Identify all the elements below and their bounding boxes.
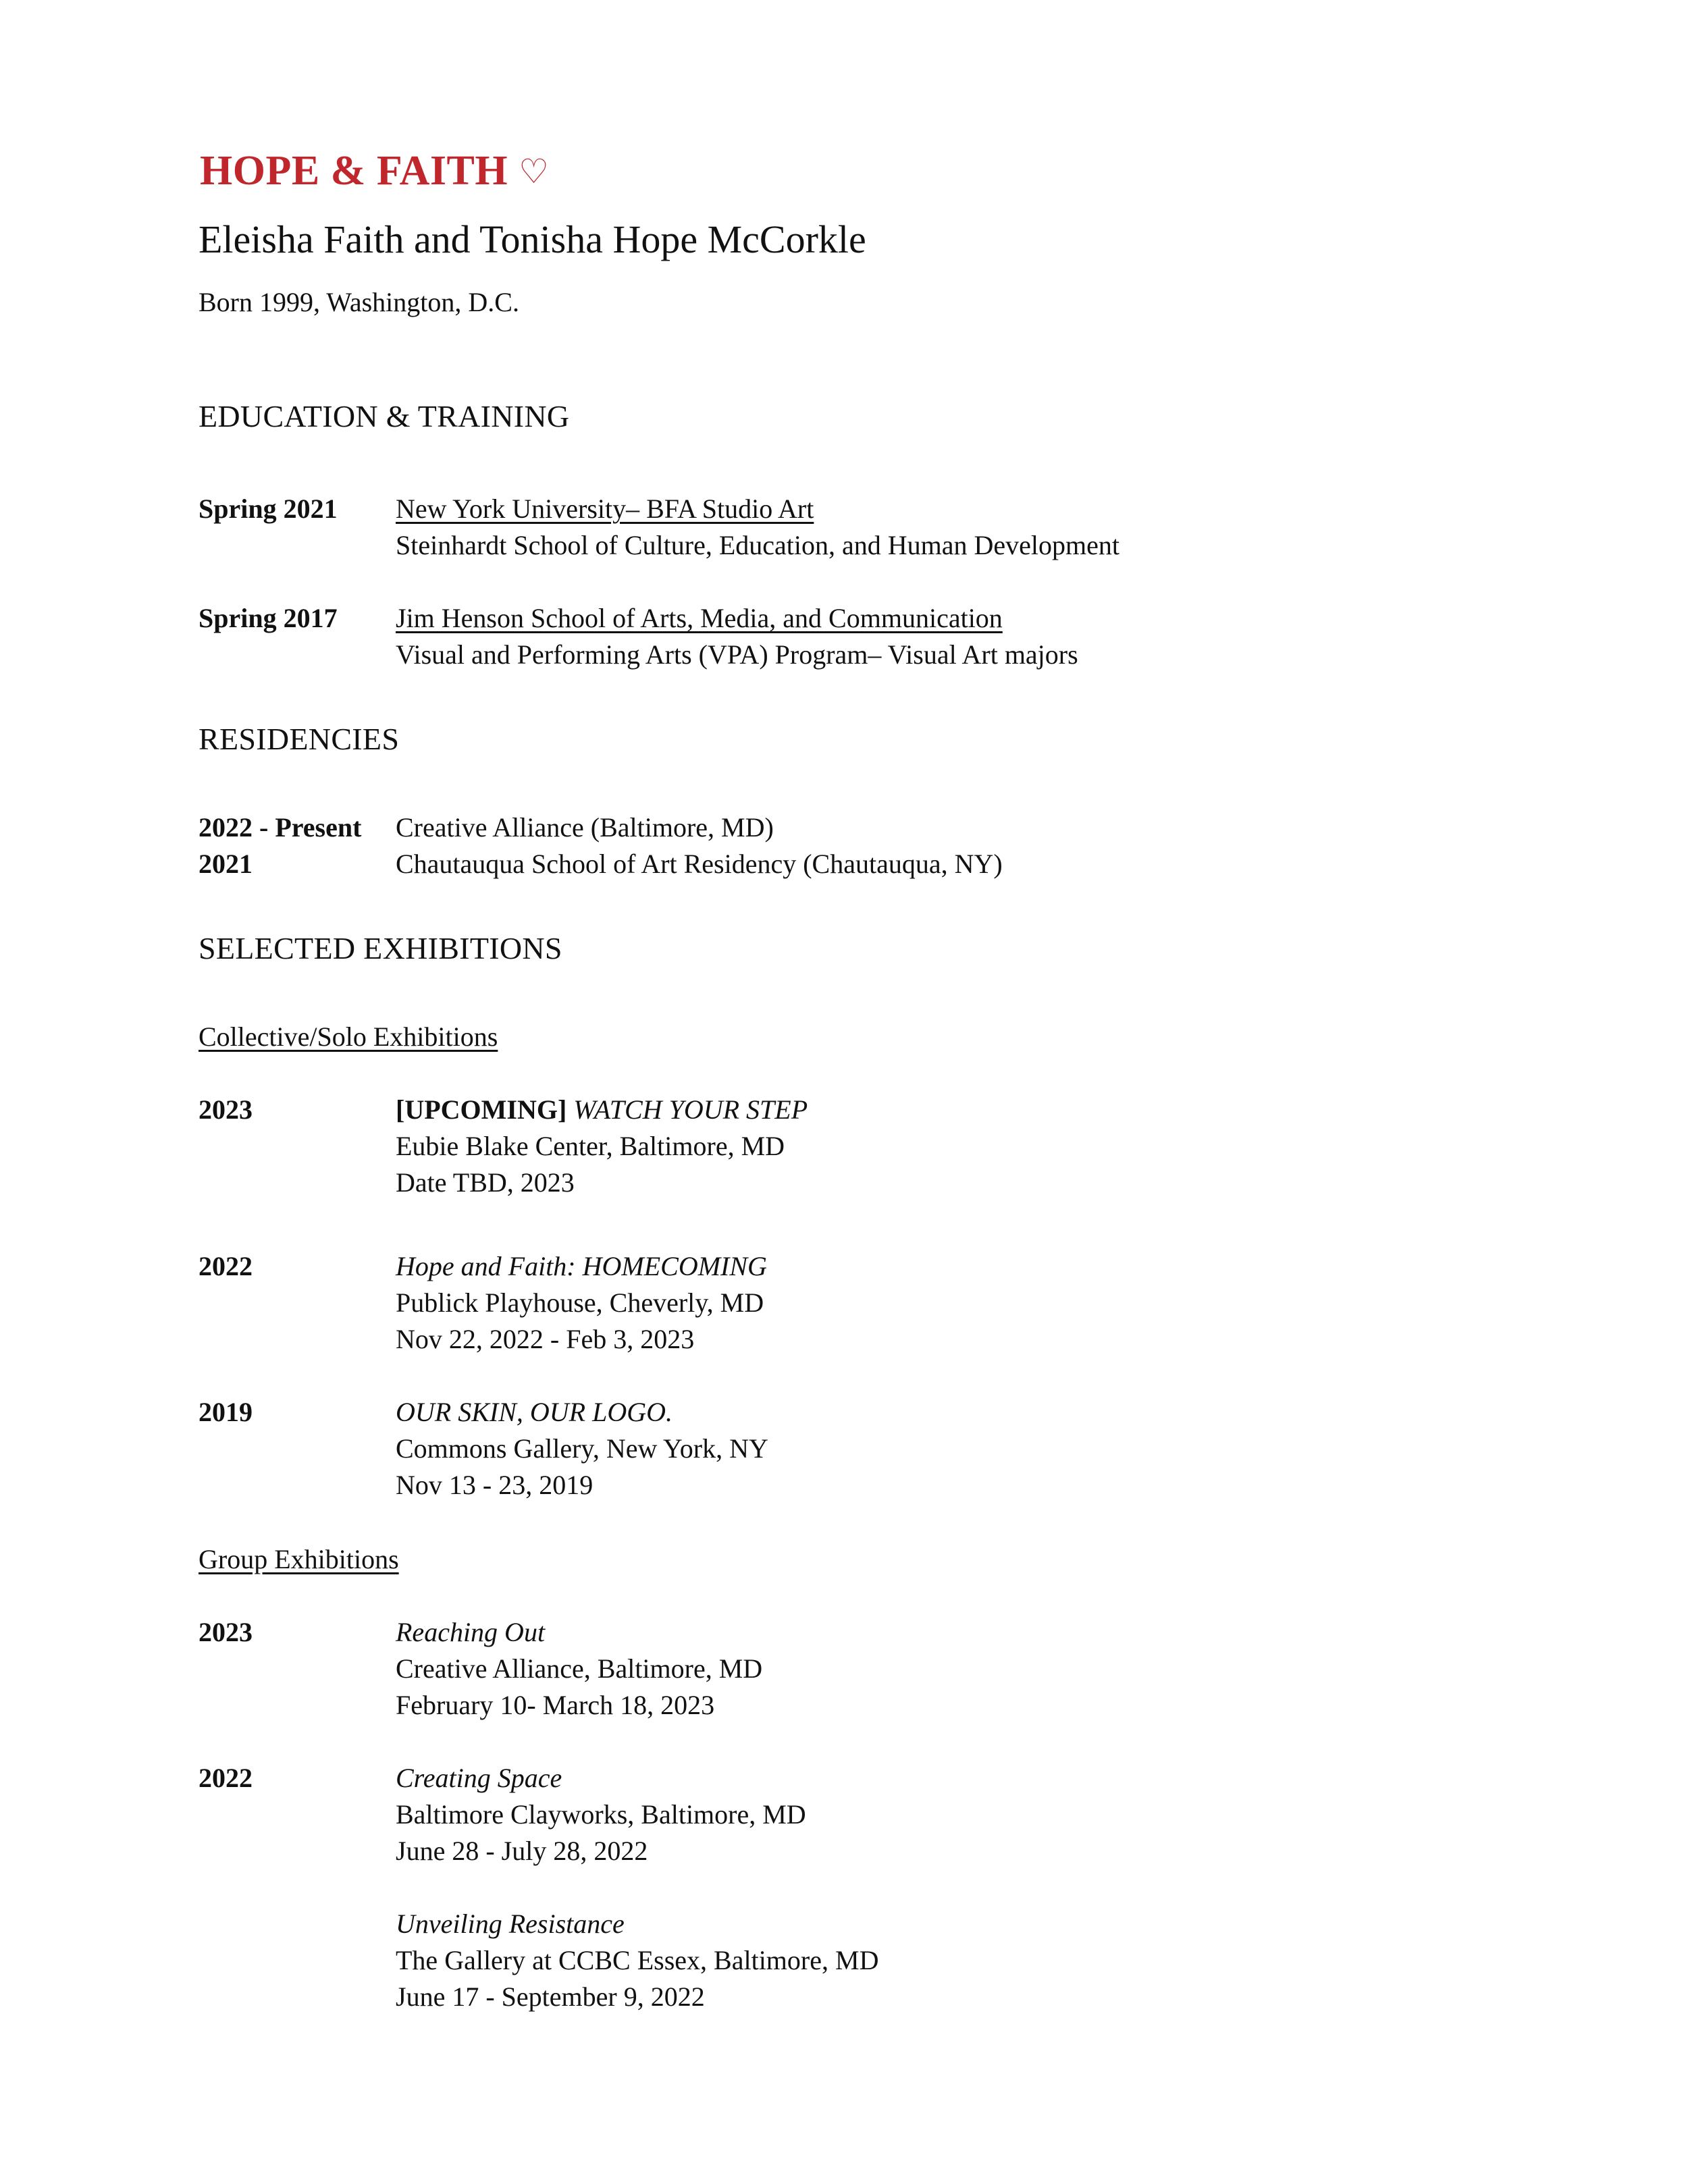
exhibition-dates: Nov 22, 2022 - Feb 3, 2023 <box>396 1324 695 1354</box>
exhibition-title-line <box>396 1096 808 1123</box>
subheading-solo-exhibitions: Collective/Solo Exhibitions <box>199 1021 498 1052</box>
exhibition-year: 2022 <box>199 1251 253 1281</box>
exhibition-dates: Date TBD, 2023 <box>396 1167 575 1198</box>
page-title <box>200 150 549 192</box>
subheading-group-exhibitions: Group Exhibitions <box>199 1544 399 1574</box>
residency-date: 2021 <box>199 849 253 879</box>
education-date: Spring 2021 <box>199 494 338 524</box>
exhibition-venue: Creative Alliance, Baltimore, MD <box>396 1653 763 1684</box>
residency-name: Chautauqua School of Art Residency (Chautauqua, NY) <box>396 849 1003 879</box>
exhibition-venue: Baltimore Clayworks, Baltimore, MD <box>396 1799 806 1830</box>
exhibition-venue: Eubie Blake Center, Baltimore, MD <box>396 1131 785 1161</box>
exhibition-year: 2019 <box>199 1397 253 1427</box>
exhibition-venue: Commons Gallery, New York, NY <box>396 1433 768 1464</box>
exhibition-title: OUR SKIN, OUR LOGO. <box>396 1397 672 1427</box>
heart-icon: ♡ <box>519 152 550 191</box>
exhibition-dates: Nov 13 - 23, 2019 <box>396 1470 594 1500</box>
exhibition-title: WATCH YOUR STEP <box>573 1094 808 1125</box>
exhibition-dates: June 17 - September 9, 2022 <box>396 1981 705 2012</box>
artist-names: Eleisha Faith and Tonisha Hope McCorkle <box>199 217 866 261</box>
education-date: Spring 2017 <box>199 603 338 633</box>
exhibition-title: Unveiling Resistance <box>396 1909 625 1939</box>
exhibition-title: Hope and Faith: HOMECOMING <box>396 1251 767 1281</box>
exhibition-tag: [UPCOMING] <box>396 1094 567 1125</box>
exhibition-year: 2023 <box>199 1094 253 1125</box>
section-heading-education: EDUCATION & TRAINING <box>199 399 570 433</box>
exhibition-dates: February 10- March 18, 2023 <box>396 1690 715 1720</box>
exhibition-venue: The Gallery at CCBC Essex, Baltimore, MD <box>396 1945 879 1975</box>
section-heading-exhibitions: SELECTED EXHIBITIONS <box>199 931 562 965</box>
education-institution: Jim Henson School of Arts, Media, and Communication <box>396 603 1003 633</box>
exhibition-title: Creating Space <box>396 1763 562 1793</box>
exhibition-dates: June 28 - July 28, 2022 <box>396 1836 648 1866</box>
residency-name: Creative Alliance (Baltimore, MD) <box>396 812 774 843</box>
education-detail: Visual and Performing Arts (VPA) Program– Visual Art majors <box>396 639 1078 670</box>
education-institution: New York University– BFA Studio Art <box>396 494 814 524</box>
exhibition-venue: Publick Playhouse, Cheverly, MD <box>396 1287 764 1318</box>
residency-date: 2022 - Present <box>199 812 362 843</box>
section-heading-residencies: RESIDENCIES <box>199 722 400 756</box>
education-detail: Steinhardt School of Culture, Education, and Human Development <box>396 530 1119 560</box>
title-text: HOPE & FAITH <box>200 148 508 194</box>
exhibition-title: Reaching Out <box>396 1617 546 1647</box>
exhibition-year: 2022 <box>199 1763 253 1793</box>
exhibition-year: 2023 <box>199 1617 253 1647</box>
birth-info: Born 1999, Washington, D.C. <box>199 287 519 317</box>
